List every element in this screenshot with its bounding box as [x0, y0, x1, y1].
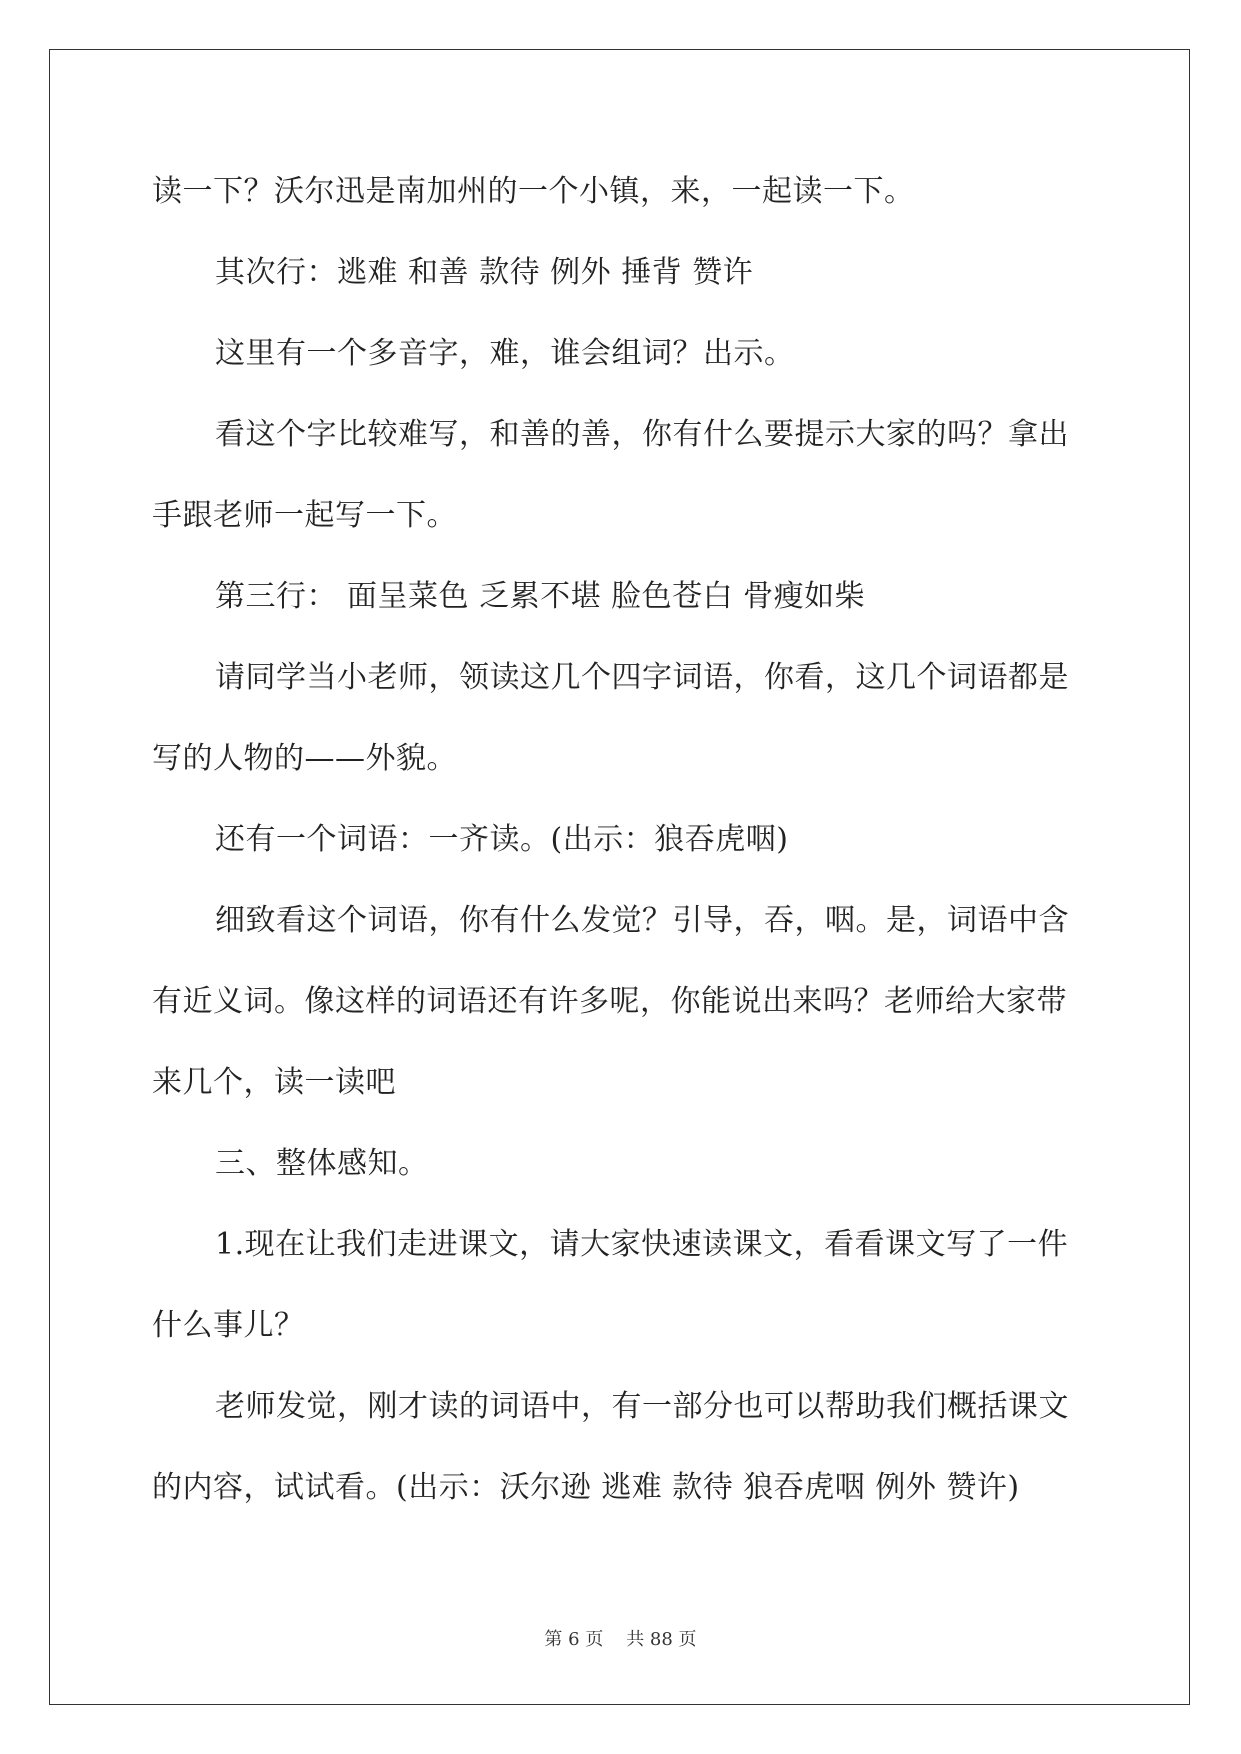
- text-line-16: 老师发觉，刚才读的词语中，有一部分也可以帮助我们概括课文: [215, 1389, 1069, 1424]
- text-line-10: 细致看这个词语，你有什么发觉？引导，吞，咽。是，词语中含: [215, 903, 1069, 938]
- text-line-6: 第三行： 面呈菜色 乏累不堪 脸色苍白 骨瘦如柴: [215, 579, 866, 614]
- text-line-4: 看这个字比较难写，和善的善，你有什么要提示大家的吗？拿出: [215, 417, 1069, 452]
- text-line-7: 请同学当小老师，领读这几个四字词语，你看，这几个词语都是: [215, 660, 1069, 695]
- text-line-2: 其次行：逃难 和善 款待 例外 捶背 赞许: [215, 255, 754, 290]
- text-line-13: 三、整体感知。: [215, 1146, 429, 1181]
- text-line-8: 写的人物的——外貌。: [152, 741, 457, 776]
- text-line-9: 还有一个词语：一齐读。(出示：狼吞虎咽): [215, 822, 789, 857]
- text-line-11: 有近义词。像这样的词语还有许多呢，你能说出来吗？老师给大家带: [152, 984, 1067, 1019]
- text-line-5: 手跟老师一起写一下。: [152, 498, 457, 533]
- text-line-17: 的内容，试试看。(出示：沃尔逊 逃难 款待 狼吞虎咽 例外 赞许): [152, 1470, 1020, 1505]
- text-line-12: 来几个，读一读吧: [152, 1065, 396, 1100]
- text-line-1: 读一下？沃尔迅是南加州的一个小镇，来，一起读一下。: [152, 174, 915, 209]
- page-number-footer: 第 6 页 共 88 页: [544, 1629, 697, 1650]
- text-line-3: 这里有一个多音字，难，谁会组词？出示。: [215, 336, 795, 371]
- text-line-15: 什么事儿？: [152, 1308, 305, 1343]
- text-line-14: 1.现在让我们走进课文，请大家快速读课文，看看课文写了一件: [215, 1227, 1069, 1262]
- page-border: [49, 49, 1190, 1705]
